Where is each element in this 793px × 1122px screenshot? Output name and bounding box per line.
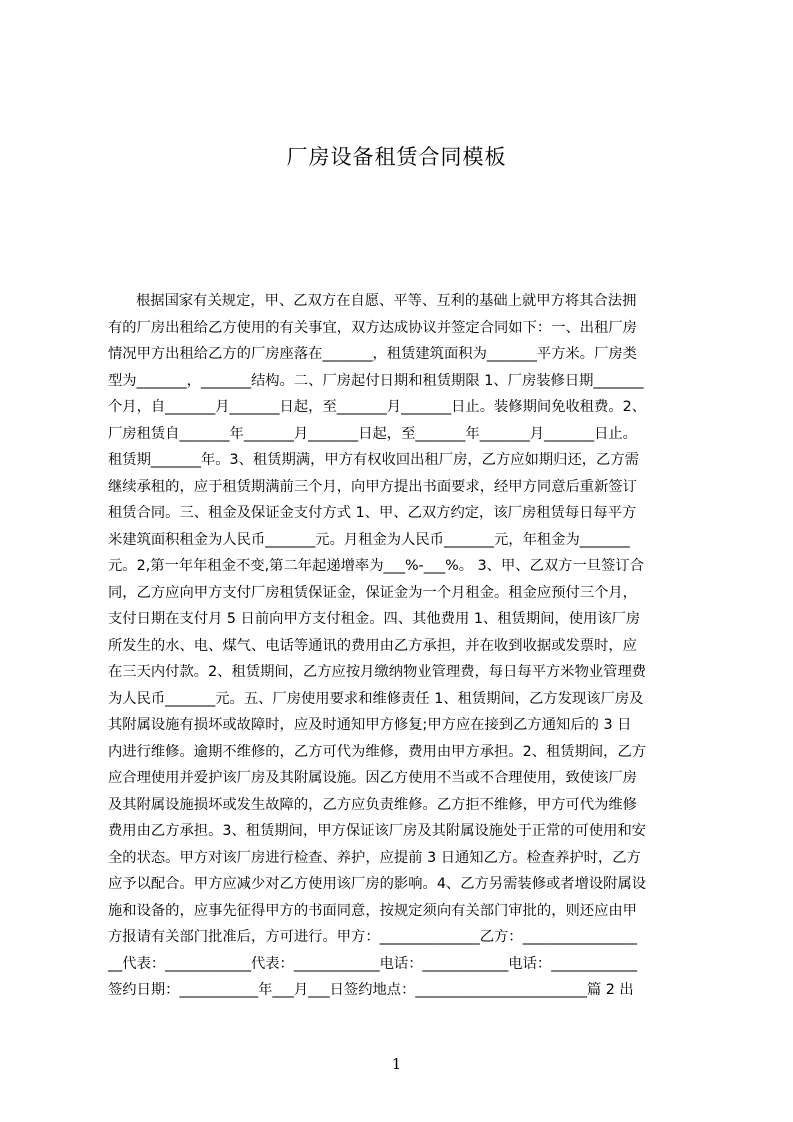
text-line: 应予以配合。甲方应减少对乙方使用该厂房的影响。4、乙方另需装修或者增设附属设 [108,876,647,892]
text-line: 全的状态。甲方对该厂房进行检查、养护，应提前 3 日通知乙方。检查养护时，乙方 [108,849,641,866]
text-line: 租赁期_______年。3、租赁期满，甲方有权收回出租厂房，乙方应如期归还，乙方需 [108,452,639,468]
text-line: 支付日期在支付月 5 日前向甲方支付租金。四、其他费用 1、租赁期间，使用该厂房 [108,611,641,627]
text-line: 及其附属设施损坏或发生故障的，乙方应负责维修。乙方拒不维修，甲方可代为维修 [108,796,637,813]
text-line: 所发生的水、电、煤气、电话等通讯的费用由乙方承担，并在收到收据或发票时，应 [108,637,637,654]
contract-body [108,288,697,1008]
text-line: 签约日期：___________年___月___日签约地点：________________________篇 2 出 [108,982,634,998]
text-line: 施和设备的，应事先征得甲方的书面同意，按规定须向有关部门审批的，则还应由甲 [108,902,637,919]
page-number: 1 [391,1055,402,1073]
text-line: 元。2,第一年年租金不变,第二年起递增率为___%-___%。 3、甲、乙双方一旦签订合 [108,558,644,574]
text-line: 型为_______，_______结构。二、厂房起付日期和租赁期限 1、厂房装修日期_______ [108,372,644,389]
text-line: 其附属设施有损坏或故障时，应及时通知甲方修复;甲方应在接到乙方通知后的 3 日 [108,717,632,733]
text-line: 在三天内付款。2、租赁期间，乙方应按月缴纳物业管理费，每日每平方米物业管理费 [108,664,647,680]
text-line: __代表：____________代表：____________电话：____________电话：____________ [108,955,637,972]
text-line: 厂房租赁自_______年_______月_______日起，至_______年_______月_______日止。 [108,425,637,442]
text-line: 应合理使用并爱护该厂房及其附属设施。因乙方使用不当或不合理使用，致使该厂房 [108,770,637,786]
text-line: 内进行维修。逾期不维修的，乙方可代为维修，费用由甲方承担。2、租赁期间，乙方 [108,743,647,760]
text-line: 同，乙方应向甲方支付厂房租赁保证金，保证金为一个月租金。租金应预付三个月， [108,584,637,601]
text-line: 根据国家有关规定，甲、乙双方在自愿、平等、互利的基础上就甲方将其合法拥 [136,293,637,309]
document-title: 厂房设备租赁合同模板 [286,145,507,169]
text-line: 方报请有关部门批准后，方可进行。甲方：______________乙方：________________ [108,929,637,945]
text-line: 米建筑面积租金为人民币_______元。月租金为人民币_______元，年租金为_______ [108,531,630,548]
text-line: 个月，自_______月_______日起，至_______月_______日止。装修期间免收租费。2、 [108,399,647,415]
text-line: 为人民币_______元。五、厂房使用要求和维修责任 1、租赁期间，乙方发现该厂房及 [108,690,644,707]
text-line: 租赁合同。三、租金及保证金支付方式 1、甲、乙双方约定，该厂房租赁每日每平方 [108,505,637,521]
text-line: 情况甲方出租给乙方的厂房座落在_______，租赁建筑面积为_______平方米。厂房类 [108,346,637,362]
text-line: 继续承租的，应于租赁期满前三个月，向甲方提出书面要求，经甲方同意后重新签订 [108,478,637,495]
text-line: 费用由乙方承担。3、租赁期间，甲方保证该厂房及其附属设施处于正常的可使用和安 [108,823,647,839]
text-line: 有的厂房出租给乙方使用的有关事宜，双方达成协议并签定合同如下：一、出租厂房 [108,319,637,336]
